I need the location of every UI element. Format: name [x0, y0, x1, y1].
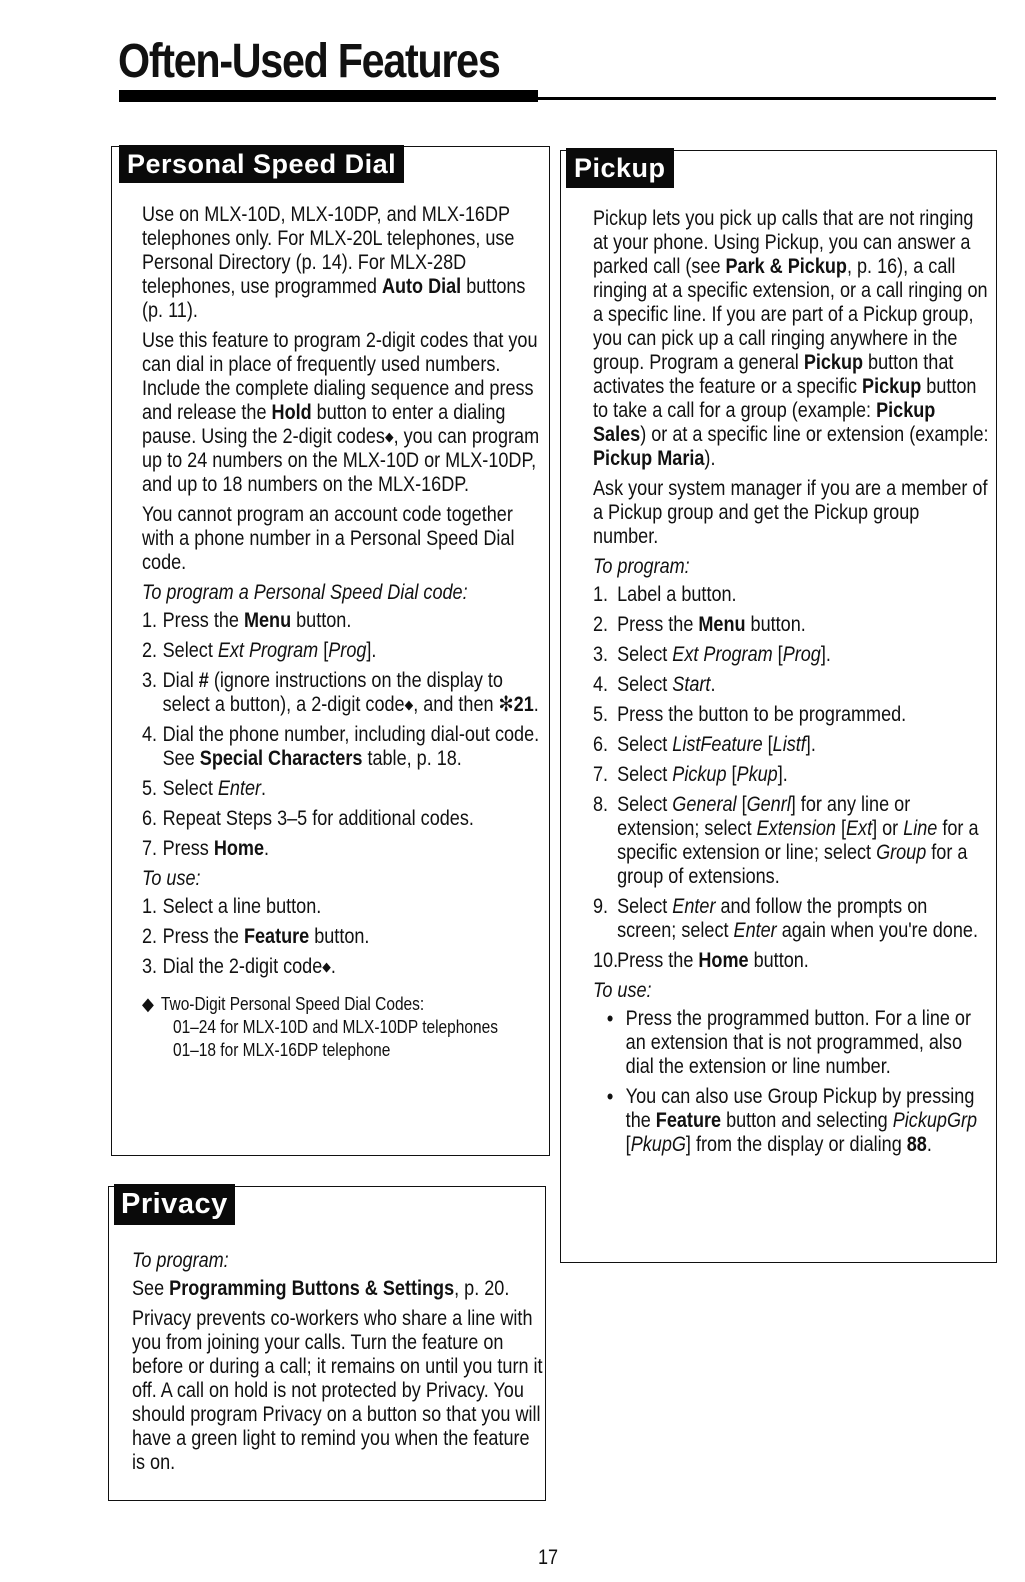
step-number: 1. [142, 895, 158, 918]
list-item [593, 673, 989, 697]
footnote-line: 01–18 for MLX-16DP telephone [172, 1040, 391, 1060]
pickup-term: Pickup [803, 351, 864, 374]
text: [ [762, 733, 773, 756]
text: [ [726, 763, 737, 786]
text: [ [736, 793, 747, 816]
text: and follow the prompts on screen; select [617, 895, 928, 942]
text: Select [617, 643, 673, 666]
pickup-use-heading: To use: [593, 979, 652, 1002]
programming-buttons-term: Programming Buttons & Settings [169, 1277, 455, 1300]
list-item [593, 763, 989, 787]
text: ]. [366, 639, 377, 662]
text: . [330, 955, 336, 978]
text: again when you're done. [776, 919, 978, 942]
psd-use-heading: To use: [142, 867, 201, 890]
display-term: ListFeature [672, 733, 763, 756]
personal-speed-dial-header: Personal Speed Dial [119, 145, 404, 183]
text: for a group of extensions. [617, 841, 968, 888]
text: ) or at a specific line or extension (example: [640, 423, 989, 446]
pound-key: # [198, 669, 209, 692]
step-number: 1. [593, 583, 609, 606]
text: [ [625, 1133, 631, 1156]
list-item [593, 1007, 989, 1079]
text: Press [162, 837, 214, 860]
step-number: 10. [593, 949, 619, 972]
step-number: 8. [593, 793, 609, 816]
park-pickup-term: Park & Pickup [725, 255, 847, 278]
psd-use-steps [142, 895, 541, 979]
display-term: Ext Program [217, 639, 319, 662]
title-rule-thick [119, 90, 538, 102]
text: Use this feature to program 2-digit codes that you can dial in place of frequently used numbers. Include the complete dialing sequence and press and release the [142, 329, 538, 424]
text: ] from the display or dialing [685, 1133, 907, 1156]
privacy-program-heading: To program: [132, 1249, 229, 1272]
display-term: Pkup [736, 763, 778, 786]
pickup-content [593, 207, 989, 1163]
list-item [142, 639, 541, 663]
privacy-paragraph-2: Privacy prevents co-workers who share a line with you from joining your calls. Turn the feature on before or during a call; it remains on until you turn it off. A call on hold is not protected by Privacy. You should program Privacy on a button so that you will have a green light to remind you when the feature is on. [132, 1307, 543, 1474]
feature-term: Feature [243, 925, 310, 948]
pickup-sales-term: Pickup Sales [593, 399, 936, 446]
text: Press the button to be programmed. [617, 703, 907, 726]
text: You can also use Group Pickup by pressing the [625, 1085, 975, 1132]
text: Select [617, 763, 673, 786]
text: (ignore instructions on the display to select a button), a 2-digit code [162, 669, 503, 716]
text: Select [617, 895, 673, 918]
privacy-header: Privacy [114, 1184, 235, 1225]
list-item [593, 613, 989, 637]
step-number: 6. [593, 733, 609, 756]
text: Dial [162, 669, 199, 692]
display-term: Genrl [746, 793, 791, 816]
page-number: 17 [538, 1546, 559, 1569]
text: Use on MLX-10D, MLX-10DP, and MLX-16DP telephones only. For MLX-20L telephones, use Personal Directory (p. 14). For MLX-28D telephones, use programmed [142, 203, 515, 298]
text: . [926, 1133, 932, 1156]
text: , p. 16), a call ringing at a specific extension, or a call ringing on a specific line. If you are part of a Pickup group, you can pick up a call ringing anywhere in the group. Program a general [593, 255, 988, 374]
home-term: Home [213, 837, 265, 860]
text: [ [772, 643, 783, 666]
text: Press the [617, 613, 699, 636]
text: for a specific extension or line; select [617, 817, 979, 864]
pickup-program-heading: To program: [593, 555, 690, 578]
step-number: 2. [142, 925, 158, 948]
step-number: 4. [593, 673, 609, 696]
list-item [593, 793, 989, 889]
personal-speed-dial-section [111, 146, 550, 1156]
pickup-maria-term: Pickup Maria [593, 447, 705, 470]
list-item [593, 643, 989, 667]
display-term: General [672, 793, 737, 816]
psd-program-heading: To program a Personal Speed Dial code: [142, 581, 468, 604]
pickup-paragraph-2: Ask your system manager if you are a member of a Pickup group and get the Pickup group number. [593, 477, 988, 548]
list-item [142, 723, 541, 771]
display-term: Line [903, 817, 938, 840]
text: Select [162, 777, 218, 800]
text: ] for any line or extension; select [617, 793, 911, 840]
step-number: 7. [142, 837, 158, 860]
text: , and then [413, 693, 499, 716]
text: ]. [820, 643, 831, 666]
list-item [593, 895, 989, 943]
text: See [132, 1277, 170, 1300]
text: button that activates the feature or a specific [593, 351, 954, 398]
list-item [593, 703, 989, 727]
pickup-section [560, 150, 997, 1263]
list-item [142, 925, 541, 949]
text: Select a line button. [162, 895, 322, 918]
psd-paragraph-3: You cannot program an account code together with a phone number in a Personal Speed Dial code. [142, 503, 515, 574]
list-item [593, 949, 989, 973]
pickup-term: Pickup [862, 375, 922, 398]
menu-term: Menu [243, 609, 292, 632]
text: Repeat Steps 3–5 for additional codes. [162, 807, 474, 830]
footnote-title-row [142, 993, 541, 1016]
list-item [593, 583, 989, 607]
diamond-icon: ◆ [142, 994, 154, 1014]
display-term: Ext Program [672, 643, 773, 666]
diamond-icon: ◆ [384, 429, 394, 444]
text: button and selecting [721, 1109, 893, 1132]
step-number: 2. [142, 639, 158, 662]
list-item [593, 1085, 989, 1157]
auto-dial-term: Auto Dial [381, 275, 462, 298]
dial-code: 88 [906, 1133, 927, 1156]
text: ] or [872, 817, 904, 840]
text: button. [745, 613, 806, 636]
step-number: 5. [142, 777, 158, 800]
display-term: PkupG [630, 1133, 686, 1156]
text: buttons (p. 11). [142, 275, 526, 322]
psd-paragraph-1 [142, 203, 541, 323]
text: Label a button. [617, 583, 737, 606]
text: . [533, 693, 539, 716]
feature-term: Feature [655, 1109, 722, 1132]
list-item [142, 609, 541, 633]
list-item [142, 837, 541, 861]
text: , you can program up to 24 numbers on the MLX-10D or MLX-10DP, and up to 18 numbers on the MLX-16DP. [142, 425, 540, 496]
text: Dial the 2-digit code [162, 955, 323, 978]
text: , p. 20. [454, 1277, 510, 1300]
text: button to take a call for a group (example: [593, 375, 977, 422]
text: Select [617, 793, 673, 816]
text: Pickup lets you pick up calls that are not ringing at your phone. Using Pickup, you can answer a parked call (see [593, 207, 974, 278]
text: Select [617, 733, 673, 756]
pickup-use-bullets [593, 1007, 989, 1157]
text: . [710, 673, 716, 696]
display-term: Group [876, 841, 927, 864]
special-characters-term: Special Characters [199, 747, 363, 770]
pickup-header: Pickup [566, 148, 674, 188]
display-term: Enter [217, 777, 262, 800]
privacy-content [132, 1245, 545, 1481]
footnote-title: Two-Digit Personal Speed Dial Codes: [160, 994, 425, 1014]
text: table, p. 18. [362, 747, 462, 770]
display-term: Enter [672, 895, 716, 918]
list-item [142, 895, 541, 919]
display-term: Enter [733, 919, 777, 942]
step-number: 3. [593, 643, 609, 666]
step-number: 7. [593, 763, 609, 786]
page-title: Often-Used Features [118, 35, 500, 88]
step-number: 1. [142, 609, 158, 632]
text: Select [617, 673, 673, 696]
text: Select [162, 639, 218, 662]
star-21-code: ✻21 [498, 693, 534, 716]
display-term: Prog [782, 643, 821, 666]
display-term: Start [672, 673, 711, 696]
text: ]. [805, 733, 816, 756]
pickup-paragraph-1 [593, 207, 989, 471]
psd-program-steps [142, 609, 541, 861]
text: . [264, 837, 270, 860]
step-number: 5. [593, 703, 609, 726]
step-number: 6. [142, 807, 158, 830]
display-term: Listf [772, 733, 806, 756]
text: button. [309, 925, 370, 948]
text: [ [835, 817, 846, 840]
personal-speed-dial-content [142, 203, 541, 1062]
menu-term: Menu [698, 613, 746, 636]
privacy-section [108, 1186, 546, 1501]
hold-term: Hold [271, 401, 312, 424]
diamond-icon: ◆ [322, 959, 331, 974]
footnote-line: 01–24 for MLX-10D and MLX-10DP telephones [172, 1017, 498, 1037]
text: button. [291, 609, 352, 632]
step-number: 3. [142, 955, 158, 978]
text: Press the [617, 949, 699, 972]
list-item [142, 669, 541, 717]
list-item [142, 807, 541, 831]
display-term: PickupGrp [892, 1109, 978, 1132]
title-rule-thin [538, 97, 996, 100]
text: [ [318, 639, 329, 662]
diamond-icon: ◆ [404, 697, 414, 712]
display-term: Prog [328, 639, 367, 662]
display-term: Pickup [672, 763, 727, 786]
privacy-paragraph-1 [132, 1277, 545, 1301]
text: ]. [777, 763, 788, 786]
text: Press the [162, 609, 244, 632]
display-term: Extension [756, 817, 836, 840]
text: . [261, 777, 267, 800]
pickup-program-steps [593, 583, 989, 973]
step-number: 4. [142, 723, 158, 746]
psd-footnote [142, 993, 541, 1062]
step-number: 9. [593, 895, 609, 918]
text: button. [748, 949, 809, 972]
psd-paragraph-2 [142, 329, 541, 497]
list-item [142, 777, 541, 801]
step-number: 2. [593, 613, 609, 636]
text: button to enter a dialing pause. Using the 2-digit codes [142, 401, 506, 448]
display-term: Ext [845, 817, 873, 840]
step-number: 3. [142, 669, 158, 692]
text: ). [704, 447, 716, 470]
text: Press the programmed button. For a line or an extension that is not programmed, also dial the extension or line number. [625, 1007, 971, 1078]
text: Press the [162, 925, 244, 948]
home-term: Home [698, 949, 749, 972]
list-item [593, 733, 989, 757]
text: Dial the phone number, including dial-out code. See [162, 723, 540, 770]
list-item [142, 955, 541, 979]
